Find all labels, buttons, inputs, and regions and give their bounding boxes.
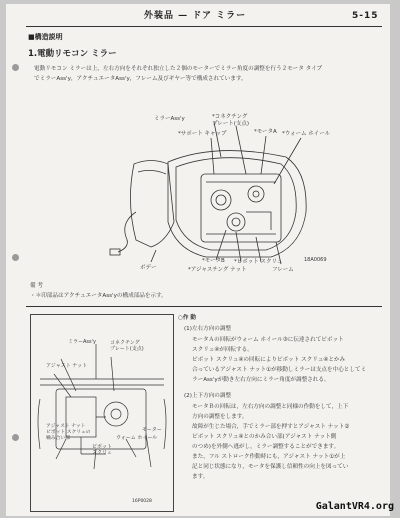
op-p2-line-1: モータＢの回転は，左右方向の調整と同様の作動をして，上下 bbox=[192, 404, 349, 410]
d2-label-adjust-nut: アジャスト ナット bbox=[46, 363, 88, 369]
label-motor-b: *モータB bbox=[202, 258, 225, 264]
d2-label-pivot-nut: アジャスト ナット ピボット スクリュの 噛み合い部 bbox=[46, 424, 91, 441]
note-title: 備 考 bbox=[30, 283, 43, 289]
op-p1-line-3: ピボット スクリュ④の回転によりピボット スクリュ④とかみ bbox=[192, 357, 346, 363]
operation-title: ○作 動 bbox=[178, 315, 197, 321]
operation-h2: (2)上下方向の調整 bbox=[184, 393, 232, 399]
header-rule bbox=[26, 26, 382, 27]
d2-label-pivot-screw: ピボット スクリュ bbox=[92, 444, 113, 456]
label-body: ボデー bbox=[140, 265, 157, 271]
site-watermark: GalantVR4.org bbox=[315, 501, 394, 512]
op-p2-line-8: ます。 bbox=[192, 474, 209, 480]
header-title: 外装品 — ドア ミラー bbox=[144, 11, 247, 21]
label-adjusting-nut: *アジャスチング ナット bbox=[188, 267, 247, 273]
label-worm-wheel: *ウォーム ホイール bbox=[282, 131, 331, 137]
op-p2-line-4: ピボット スクリュ④とのかみ合い部(アジャスト ナット側 bbox=[192, 434, 337, 440]
label-connecting-plate: *コネクチング プレート(支点) bbox=[212, 114, 250, 127]
operation-h1: (1)左右方向の調整 bbox=[184, 326, 232, 332]
diagram1-code: 18A0069 bbox=[304, 257, 327, 263]
op-p1-line-4: 合っているアジャスト ナット①が移動しミラーは支点を中心としてミ bbox=[192, 367, 367, 373]
page-number: 5-15 bbox=[352, 11, 379, 21]
d2-label-mirror: ミラーAss'y bbox=[68, 339, 96, 345]
op-p2-line-7: 記と同じ状態になり，モータを保護し信頼性の向上を図ってい bbox=[192, 464, 349, 470]
d2-label-worm-wheel: ウォーム ホイール bbox=[116, 435, 158, 441]
section-subtitle: 1.電動リモコン ミラー bbox=[28, 49, 117, 59]
label-motor-a: *モータA bbox=[254, 129, 277, 135]
actuator-diagram bbox=[36, 339, 168, 489]
manual-page bbox=[6, 4, 390, 516]
op-p1-line-5: ラーAss'yが動き左右方向にミラー角度が調整される。 bbox=[192, 377, 330, 383]
label-support-cap: *サポート キャップ bbox=[178, 131, 227, 137]
op-p2-line-2: 方向の調整をします。 bbox=[192, 414, 248, 420]
op-p2-line-5: のつめ)を外側へ逃がし，ミラー調整することができます。 bbox=[192, 444, 340, 450]
op-p1-line-2: スクリュ④が回転する。 bbox=[192, 347, 253, 353]
diagram2-code: 16P0028 bbox=[132, 499, 152, 504]
op-p1-line-1: モータＡの回転がウォーム ホイール③に伝達されてピボット bbox=[192, 337, 344, 343]
op-p2-line-3: 故障が生じた場合，手でミラー部を押すとアジャスト ナット② bbox=[192, 424, 350, 430]
label-pivot-screw: *ピボット スクリュ bbox=[234, 259, 283, 265]
intro-line-2: でミラーAss'y，アクチュエータAss'y，フレーム及びギヤー等で構成されています。 bbox=[34, 76, 247, 82]
punch-hole bbox=[12, 254, 19, 261]
section-label: ■構造説明 bbox=[28, 33, 63, 41]
intro-line-1: 電動リモコン ミラーは上，左右方向をそれぞれ独立した２個のモーターでミラー角度の調整を行う２モータ タイプ bbox=[34, 66, 323, 72]
label-mirror-assy: ミラーAss'y bbox=[154, 116, 185, 122]
punch-hole bbox=[12, 64, 19, 71]
d2-label-motor: モーター bbox=[142, 427, 162, 433]
mirror-exploded-diagram bbox=[96, 102, 336, 278]
note-rule bbox=[26, 306, 382, 307]
note-text: ・＊印部品はアクチュエータAss'yの構成部品を示す。 bbox=[30, 293, 167, 299]
label-frame: フレーム bbox=[272, 267, 294, 273]
op-p2-line-6: また，フル ストローク作動時にも，アジャスト ナット①が上 bbox=[192, 454, 346, 460]
punch-hole bbox=[12, 434, 19, 441]
d2-label-connecting-plate: コネクチング プレート(支点) bbox=[110, 340, 144, 352]
